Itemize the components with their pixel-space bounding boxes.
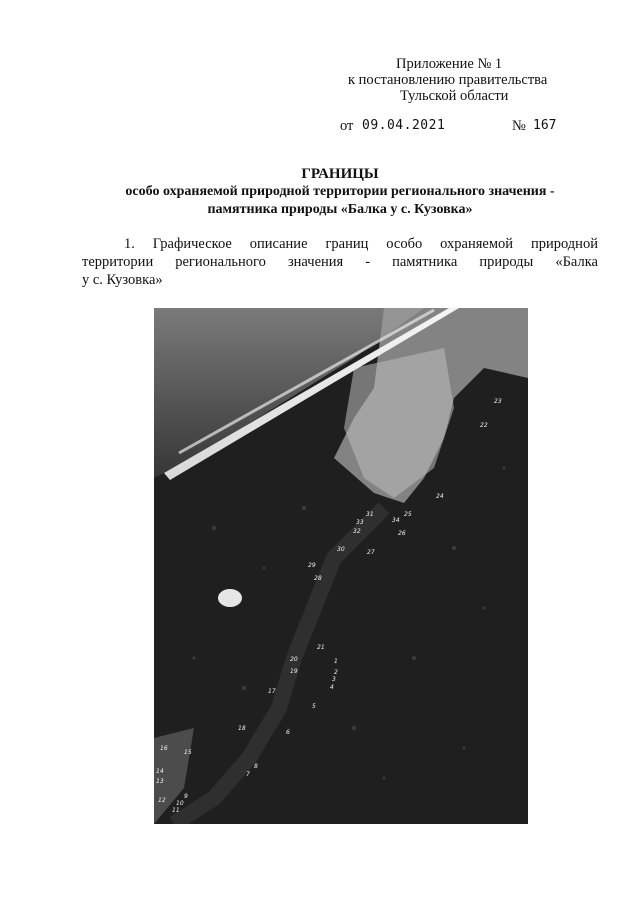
point-label: 12 [158,797,166,804]
heading-subtitle-2: памятника природы «Балка у с. Кузовка» [207,202,473,217]
paragraph-line-1 [110,235,598,253]
word: территории [82,254,154,270]
point-label: 33 [356,519,364,526]
point-label: 8 [254,763,258,770]
word: памятника [392,254,458,270]
point-label: 1 [334,658,338,665]
document-heading [80,165,600,219]
decree-date: 09.04.2021 [362,118,446,133]
word: 1. [124,236,135,252]
pond [218,589,242,607]
point-label: 26 [398,530,406,537]
word: - [365,254,371,270]
decree-line [340,118,580,136]
decree-number: 167 [533,118,557,133]
point-label: 14 [156,768,164,775]
paragraph-line-3: у с. Кузовка» [82,272,163,288]
point-label: 18 [238,725,246,732]
satellite-map-image [154,308,528,824]
point-label: 31 [366,511,374,518]
word: значения [287,254,344,270]
appendix-number: Приложение № 1 [396,56,503,72]
heading-subtitle-1: особо охраняемой природной территории регионального значения - [125,184,555,199]
point-label: 4 [330,684,334,691]
point-label: 30 [337,546,345,553]
point-label: 15 [184,749,192,756]
point-label: 27 [367,549,375,556]
point-label: 23 [494,398,502,405]
word: регионального [175,254,266,270]
satellite-map-svg [154,308,528,824]
point-label: 2 [334,669,338,676]
point-label: 24 [436,493,444,500]
point-label: 17 [268,688,276,695]
point-label: 6 [286,729,290,736]
point-label: 20 [290,656,298,663]
point-label: 13 [156,778,164,785]
decree-number-sign: № [512,118,526,134]
point-label: 28 [314,575,322,582]
point-label: 34 [392,517,400,524]
point-label: 16 [160,745,168,752]
word: особо [386,236,423,252]
point-label: 22 [480,422,488,429]
point-label: 10 [176,800,184,807]
decree-prefix: от [340,118,354,134]
word: границ [325,236,369,252]
appendix-reference: к постановлению правительства [348,72,548,88]
point-label: 29 [308,562,316,569]
word: Графическое [152,236,232,252]
word: описание [249,236,308,252]
point-label: 19 [290,668,298,675]
point-label: 25 [404,511,412,518]
word: «Балка [555,254,598,270]
appendix-region: Тульской области [400,88,509,104]
word: охраняемой [440,236,514,252]
point-label: 32 [353,528,361,535]
point-label: 9 [184,793,188,800]
word: природной [530,236,598,252]
point-label: 21 [317,644,325,651]
point-label: 3 [332,676,336,683]
point-label: 5 [312,703,316,710]
paragraph-line-2 [82,253,598,271]
description-paragraph [82,235,598,289]
word: природы [479,254,534,270]
point-label: 7 [246,771,250,778]
point-label: 11 [172,807,180,814]
heading-title: ГРАНИЦЫ [301,166,379,182]
